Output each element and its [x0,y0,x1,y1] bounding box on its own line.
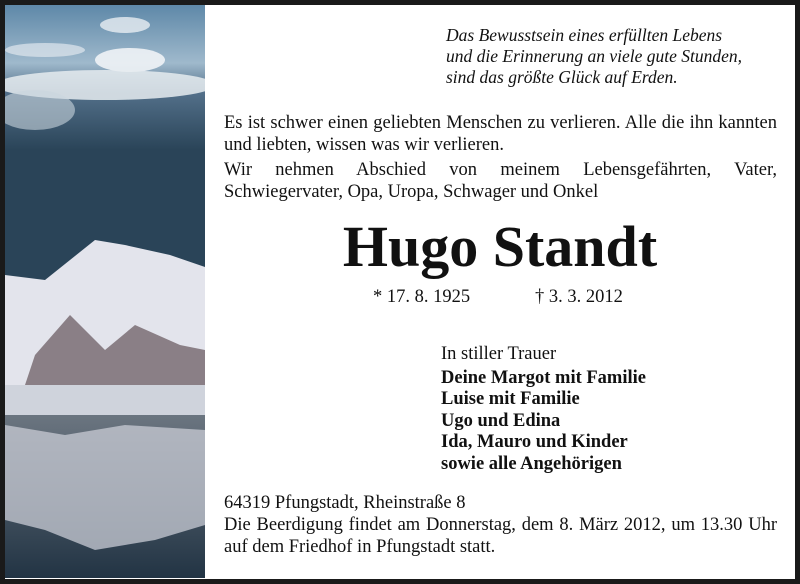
mourner: Ugo und Edina [441,410,561,431]
deceased-name: Hugo Standt [342,214,658,279]
quote-line: sind das größte Glück auf Erden. [446,67,678,87]
mourner: Luise mit Familie [441,389,580,409]
funeral-info: Die Beerdigung findet am Donnerstag, dem 8. März 2012, um 13.30 Uhr auf dem Friedhof in Pfungstadt statt. [224,515,777,557]
mourner: Ida, Mauro und Kinder [441,432,628,452]
quote-line: und die Erinnerung an viele gute Stunden, [446,46,742,66]
mourner: Deine Margot mit Familie [441,367,646,388]
quote [446,25,742,88]
intro-paragraph: Wir nehmen Abschied von meinem Lebensgefährten, Vater, Schwiegervater, Opa, Uropa, Schwager und Onkel [224,160,777,202]
mountain-lake-photo [5,5,205,578]
intro-paragraph: Es ist schwer einen geliebten Menschen zu verlieren. Alle die ihn kannten und liebten, wissen was wir verlieren. [224,113,777,155]
intro-text [224,113,777,203]
mourning-label: In stiller Trauer [441,344,557,364]
birth-date: * 17. 8. 1925 [373,287,471,307]
quote-line: Das Bewusstsein eines erfüllten Lebens [446,25,723,45]
death-date: † 3. 3. 2012 [535,287,623,307]
mourner: sowie alle Angehörigen [441,453,622,474]
mourners-block [441,344,646,475]
address: 64319 Pfungstadt, Rheinstraße 8 [224,493,466,513]
